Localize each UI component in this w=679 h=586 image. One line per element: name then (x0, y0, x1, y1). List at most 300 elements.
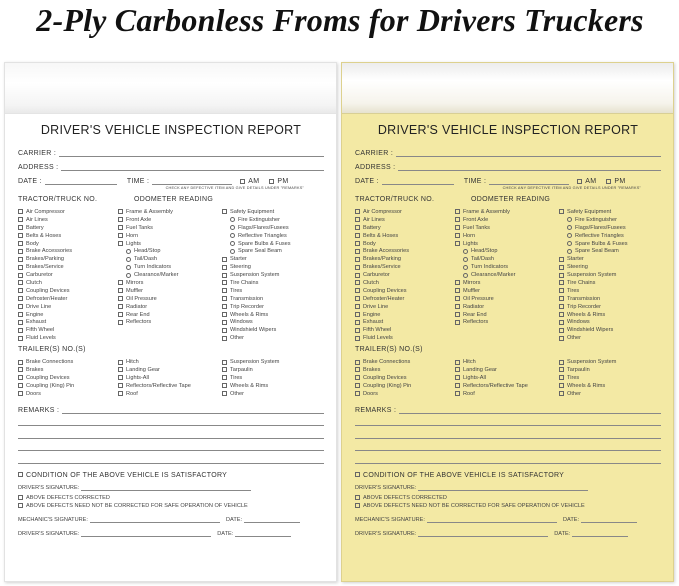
checklist-item[interactable] (222, 366, 322, 374)
checklist-item[interactable] (118, 263, 222, 271)
driver-signature-field[interactable] (81, 485, 251, 491)
checkbox[interactable] (355, 375, 360, 380)
checkbox[interactable] (18, 257, 23, 262)
checklist-item[interactable] (118, 271, 222, 279)
checkbox[interactable] (559, 391, 564, 396)
checklist-item-label: Clearance/Marker (134, 272, 179, 279)
checkbox[interactable] (355, 296, 360, 301)
checkbox[interactable] (118, 241, 123, 246)
option-bullet[interactable] (463, 265, 468, 270)
checklist-item[interactable] (222, 279, 322, 287)
checklist-item[interactable] (559, 263, 659, 271)
checkbox[interactable] (118, 233, 123, 238)
checkbox[interactable] (355, 233, 360, 238)
checklist-item[interactable] (559, 318, 659, 326)
checkbox[interactable] (222, 320, 227, 325)
remarks-line[interactable] (18, 414, 324, 427)
checklist-item[interactable] (118, 247, 222, 255)
checkbox[interactable] (118, 288, 123, 293)
checklist-item[interactable] (222, 224, 322, 232)
option-bullet[interactable] (567, 225, 572, 230)
checklist-item[interactable] (355, 224, 455, 232)
driver-signature-field[interactable] (418, 485, 588, 491)
checkbox[interactable] (455, 360, 460, 365)
checklist-item[interactable] (222, 271, 322, 279)
checkbox[interactable] (559, 375, 564, 380)
checkbox[interactable] (559, 280, 564, 285)
checkbox[interactable] (355, 257, 360, 262)
checklist-item[interactable] (559, 295, 659, 303)
address-field[interactable] (61, 164, 324, 171)
checkbox[interactable] (18, 273, 23, 278)
mechanic-signature-field[interactable] (90, 517, 220, 523)
checkbox[interactable] (18, 312, 23, 317)
checklist-item[interactable] (355, 295, 455, 303)
checkbox[interactable] (222, 328, 227, 333)
checkbox[interactable] (355, 320, 360, 325)
checkbox[interactable] (118, 296, 123, 301)
checkbox[interactable] (18, 383, 23, 388)
checkbox[interactable] (18, 241, 23, 246)
checklist-item[interactable] (222, 382, 322, 390)
checklist-item[interactable] (118, 390, 222, 398)
checkbox[interactable] (559, 312, 564, 317)
checklist-item[interactable] (559, 255, 659, 263)
checklist-item[interactable] (559, 287, 659, 295)
checklist-item-label: Belts & Hoses (26, 232, 62, 239)
checklist-item[interactable] (355, 382, 455, 390)
remarks-field[interactable] (399, 407, 661, 414)
checklist-item[interactable] (18, 326, 118, 334)
checkbox[interactable] (18, 217, 23, 222)
checkbox[interactable] (222, 375, 227, 380)
checkbox[interactable] (18, 320, 23, 325)
checkbox[interactable] (455, 209, 460, 214)
checklist-item[interactable] (222, 303, 322, 311)
checkbox[interactable] (118, 391, 123, 396)
checklist-item[interactable] (355, 279, 455, 287)
checkbox[interactable] (606, 179, 611, 184)
checkbox[interactable] (455, 320, 460, 325)
date-field[interactable] (382, 178, 454, 185)
checklist-item[interactable] (455, 216, 559, 224)
checklist-item[interactable] (455, 255, 559, 263)
checkbox[interactable] (18, 233, 23, 238)
driver-signature-2-field[interactable] (81, 531, 211, 537)
checkbox[interactable] (355, 304, 360, 309)
checkbox[interactable] (455, 280, 460, 285)
checkbox[interactable] (355, 312, 360, 317)
checkbox[interactable] (18, 328, 23, 333)
checkbox[interactable] (118, 225, 123, 230)
checklist-item[interactable] (455, 240, 559, 248)
mechanic-signature-field[interactable] (427, 517, 557, 523)
checklist-item[interactable] (118, 382, 222, 390)
checkbox[interactable] (455, 383, 460, 388)
checklist-item[interactable] (455, 303, 559, 311)
checkbox[interactable] (118, 375, 123, 380)
checkbox[interactable] (355, 360, 360, 365)
checkbox[interactable] (118, 217, 123, 222)
checklist-item[interactable] (18, 318, 118, 326)
checklist-item[interactable] (355, 255, 455, 263)
checklist-item[interactable] (222, 311, 322, 319)
checklist-item[interactable] (355, 303, 455, 311)
checklist-item[interactable] (18, 311, 118, 319)
checkbox[interactable] (559, 273, 564, 278)
checklist-item[interactable] (455, 295, 559, 303)
checklist-item[interactable] (118, 374, 222, 382)
checkbox[interactable] (455, 312, 460, 317)
checkbox[interactable] (355, 503, 360, 508)
checklist-item[interactable] (455, 390, 559, 398)
checkbox[interactable] (559, 328, 564, 333)
checklist-item-label: Tires (567, 287, 580, 294)
checkbox[interactable] (455, 375, 460, 380)
checklist-item[interactable] (355, 374, 455, 382)
checkbox[interactable] (18, 225, 23, 230)
checklist-item[interactable] (118, 287, 222, 295)
checklist-item[interactable] (118, 318, 222, 326)
checklist-item[interactable] (222, 240, 322, 248)
checkbox[interactable] (240, 179, 245, 184)
checklist-item[interactable] (18, 279, 118, 287)
date-field[interactable] (45, 178, 117, 185)
checklist-item[interactable] (455, 279, 559, 287)
checkbox[interactable] (559, 304, 564, 309)
carrier-field[interactable] (396, 150, 661, 157)
option-bullet[interactable] (463, 273, 468, 278)
remarks-line[interactable] (18, 439, 324, 452)
checklist-item[interactable] (222, 295, 322, 303)
checkbox[interactable] (118, 360, 123, 365)
time-field[interactable] (152, 178, 232, 185)
checklist-item[interactable] (18, 232, 118, 240)
driver-signature-label: DRIVER'S SIGNATURE: (355, 484, 417, 491)
checklist-item[interactable] (355, 216, 455, 224)
checkbox[interactable] (18, 296, 23, 301)
checkbox[interactable] (222, 304, 227, 309)
checkbox[interactable] (455, 225, 460, 230)
checklist-item[interactable] (222, 263, 322, 271)
checkbox[interactable] (18, 288, 23, 293)
checklist-item[interactable] (222, 287, 322, 295)
checkbox[interactable] (222, 265, 227, 270)
checklist-item[interactable] (118, 303, 222, 311)
checklist-item[interactable] (18, 382, 118, 390)
checklist-item[interactable] (455, 358, 559, 366)
checklist-item[interactable] (118, 295, 222, 303)
option-bullet[interactable] (230, 225, 235, 230)
checklist-column (455, 208, 559, 342)
checklist-item[interactable] (455, 232, 559, 240)
checklist-item[interactable] (559, 334, 659, 342)
checklist-item[interactable] (455, 271, 559, 279)
checkbox[interactable] (18, 209, 23, 214)
remarks-line[interactable] (18, 451, 324, 464)
option-bullet[interactable] (230, 249, 235, 254)
checkbox[interactable] (18, 472, 23, 477)
checklist-item[interactable] (455, 224, 559, 232)
checkbox[interactable] (355, 328, 360, 333)
checklist-item[interactable] (455, 263, 559, 271)
checklist-item[interactable] (559, 382, 659, 390)
checklist-item[interactable] (118, 208, 222, 216)
checklist-item[interactable] (222, 216, 322, 224)
checklist-item[interactable] (455, 247, 559, 255)
checkbox[interactable] (355, 241, 360, 246)
remarks-field[interactable] (62, 407, 324, 414)
option-bullet[interactable] (567, 233, 572, 238)
checkbox[interactable] (355, 280, 360, 285)
checklist-column (559, 358, 659, 397)
checkbox[interactable] (222, 209, 227, 214)
checkbox[interactable] (577, 179, 582, 184)
checkbox[interactable] (222, 296, 227, 301)
option-bullet[interactable] (230, 217, 235, 222)
checklist-item[interactable] (355, 263, 455, 271)
checklist-item[interactable] (355, 318, 455, 326)
checklist-item[interactable] (222, 247, 322, 255)
signature-date-field[interactable] (235, 531, 291, 537)
checkbox[interactable] (18, 249, 23, 254)
checklist-item[interactable] (355, 247, 455, 255)
checkbox[interactable] (269, 179, 274, 184)
checkbox[interactable] (18, 265, 23, 270)
checklist-item[interactable] (18, 240, 118, 248)
checkbox[interactable] (18, 503, 23, 508)
checklist-item[interactable] (222, 390, 322, 398)
checklist-item[interactable] (455, 366, 559, 374)
checkbox[interactable] (455, 296, 460, 301)
checklist-item[interactable] (559, 271, 659, 279)
checkbox[interactable] (118, 320, 123, 325)
checklist-item[interactable] (222, 208, 322, 216)
checklist-item[interactable] (559, 208, 659, 216)
checklist-item[interactable] (355, 287, 455, 295)
checklist-item[interactable] (222, 358, 322, 366)
checkbox[interactable] (118, 304, 123, 309)
signature-date-field[interactable] (572, 531, 628, 537)
checklist-item[interactable] (455, 382, 559, 390)
checkbox[interactable] (118, 367, 123, 372)
checklist-item[interactable] (18, 208, 118, 216)
checklist-item[interactable] (355, 358, 455, 366)
checklist-item[interactable] (355, 232, 455, 240)
checkbox[interactable] (559, 367, 564, 372)
checkbox[interactable] (18, 375, 23, 380)
driver-signature-2-field[interactable] (418, 531, 548, 537)
checklist-item[interactable] (559, 326, 659, 334)
checkbox[interactable] (455, 304, 460, 309)
checkbox[interactable] (455, 217, 460, 222)
checkbox[interactable] (355, 249, 360, 254)
checkbox[interactable] (222, 257, 227, 262)
checkbox[interactable] (222, 391, 227, 396)
checklist-item[interactable] (118, 232, 222, 240)
checklist-item[interactable] (18, 224, 118, 232)
checkbox[interactable] (222, 383, 227, 388)
checklist-item[interactable] (355, 240, 455, 248)
checklist-item[interactable] (222, 318, 322, 326)
checkbox[interactable] (18, 360, 23, 365)
remarks-line[interactable] (18, 426, 324, 439)
checkbox[interactable] (559, 296, 564, 301)
checklist-item[interactable] (455, 311, 559, 319)
checklist-item[interactable] (222, 232, 322, 240)
checklist-item[interactable] (18, 295, 118, 303)
checklist-item[interactable] (18, 358, 118, 366)
checklist-item[interactable] (118, 366, 222, 374)
checklist-item[interactable] (118, 311, 222, 319)
checklist-item[interactable] (18, 247, 118, 255)
option-bullet[interactable] (567, 249, 572, 254)
checklist-item[interactable] (222, 334, 322, 342)
checkbox[interactable] (355, 273, 360, 278)
option-bullet[interactable] (126, 249, 131, 254)
checklist-item[interactable] (559, 216, 659, 224)
checklist-item[interactable] (118, 224, 222, 232)
option-bullet[interactable] (567, 217, 572, 222)
checkbox[interactable] (559, 257, 564, 262)
checklist-item[interactable] (559, 232, 659, 240)
checklist-item[interactable] (455, 287, 559, 295)
option-bullet[interactable] (463, 257, 468, 262)
checkbox[interactable] (118, 312, 123, 317)
checklist-item[interactable] (355, 311, 455, 319)
checkbox[interactable] (455, 391, 460, 396)
remarks-line[interactable] (355, 439, 661, 452)
option-bullet[interactable] (463, 249, 468, 254)
remarks-line[interactable] (355, 451, 661, 464)
checkbox[interactable] (355, 265, 360, 270)
checklist-item[interactable] (18, 334, 118, 342)
checkbox[interactable] (18, 367, 23, 372)
checkbox[interactable] (455, 241, 460, 246)
checklist-item[interactable] (18, 366, 118, 374)
checkbox[interactable] (355, 209, 360, 214)
checklist-item[interactable] (222, 326, 322, 334)
option-bullet[interactable] (567, 241, 572, 246)
checklist-item[interactable] (559, 366, 659, 374)
address-field[interactable] (398, 164, 661, 171)
checkbox[interactable] (355, 225, 360, 230)
checkbox[interactable] (222, 288, 227, 293)
carrier-field[interactable] (59, 150, 324, 157)
signature-date-field[interactable] (581, 517, 637, 523)
checklist-item[interactable] (18, 255, 118, 263)
checkbox[interactable] (559, 336, 564, 341)
checkbox[interactable] (355, 391, 360, 396)
checklist-item[interactable] (118, 255, 222, 263)
checklist-item[interactable] (18, 374, 118, 382)
remarks-line[interactable] (355, 414, 661, 427)
checkbox[interactable] (355, 495, 360, 500)
checklist-item[interactable] (18, 263, 118, 271)
checkbox[interactable] (355, 472, 360, 477)
checkbox[interactable] (18, 336, 23, 341)
checkbox[interactable] (559, 288, 564, 293)
option-bullet[interactable] (126, 273, 131, 278)
checklist-item[interactable] (455, 318, 559, 326)
option-bullet[interactable] (126, 265, 131, 270)
checkbox[interactable] (559, 360, 564, 365)
checkbox[interactable] (355, 383, 360, 388)
checklist-item[interactable] (118, 240, 222, 248)
checklist-item[interactable] (118, 279, 222, 287)
checkbox[interactable] (118, 209, 123, 214)
checklist-item[interactable] (355, 326, 455, 334)
checkbox[interactable] (222, 360, 227, 365)
option-bullet[interactable] (230, 241, 235, 246)
remarks-line[interactable] (355, 426, 661, 439)
checklist-item[interactable] (559, 374, 659, 382)
checklist-item[interactable] (355, 366, 455, 374)
checkbox[interactable] (355, 217, 360, 222)
checkbox[interactable] (18, 495, 23, 500)
checklist-item[interactable] (559, 224, 659, 232)
checkbox[interactable] (455, 288, 460, 293)
checkbox[interactable] (455, 233, 460, 238)
checkbox[interactable] (355, 336, 360, 341)
signature-date-field[interactable] (244, 517, 300, 523)
checklist-item[interactable] (355, 271, 455, 279)
checkbox[interactable] (18, 304, 23, 309)
option-bullet[interactable] (126, 257, 131, 262)
checklist-item[interactable] (355, 208, 455, 216)
checkbox[interactable] (455, 367, 460, 372)
checkbox[interactable] (355, 288, 360, 293)
checkbox[interactable] (222, 280, 227, 285)
checklist-item[interactable] (559, 303, 659, 311)
checklist-item[interactable] (118, 216, 222, 224)
option-bullet[interactable] (230, 233, 235, 238)
checkbox[interactable] (222, 367, 227, 372)
checklist-item[interactable] (18, 303, 118, 311)
checklist-item[interactable] (559, 311, 659, 319)
checklist-item[interactable] (559, 358, 659, 366)
checkbox[interactable] (18, 391, 23, 396)
checkbox[interactable] (559, 383, 564, 388)
checkbox[interactable] (355, 367, 360, 372)
checklist-item[interactable] (18, 216, 118, 224)
checkbox[interactable] (18, 280, 23, 285)
checklist-item[interactable] (18, 271, 118, 279)
checklist-item[interactable] (18, 390, 118, 398)
checklist-item[interactable] (355, 390, 455, 398)
checkbox[interactable] (222, 336, 227, 341)
time-field[interactable] (489, 178, 569, 185)
checkbox[interactable] (559, 320, 564, 325)
checklist-item[interactable] (455, 374, 559, 382)
checklist-item[interactable] (118, 358, 222, 366)
checklist-item[interactable] (559, 390, 659, 398)
checklist-item[interactable] (559, 240, 659, 248)
checklist-item[interactable] (222, 374, 322, 382)
checklist-item[interactable] (222, 255, 322, 263)
checkbox[interactable] (118, 383, 123, 388)
checklist-item[interactable] (18, 287, 118, 295)
checkbox[interactable] (559, 265, 564, 270)
checklist-item[interactable] (559, 247, 659, 255)
checklist-item[interactable] (355, 334, 455, 342)
checkbox[interactable] (222, 312, 227, 317)
checklist-item[interactable] (559, 279, 659, 287)
checkbox[interactable] (559, 209, 564, 214)
checklist-item[interactable] (455, 208, 559, 216)
checkbox[interactable] (222, 273, 227, 278)
checkbox[interactable] (118, 280, 123, 285)
